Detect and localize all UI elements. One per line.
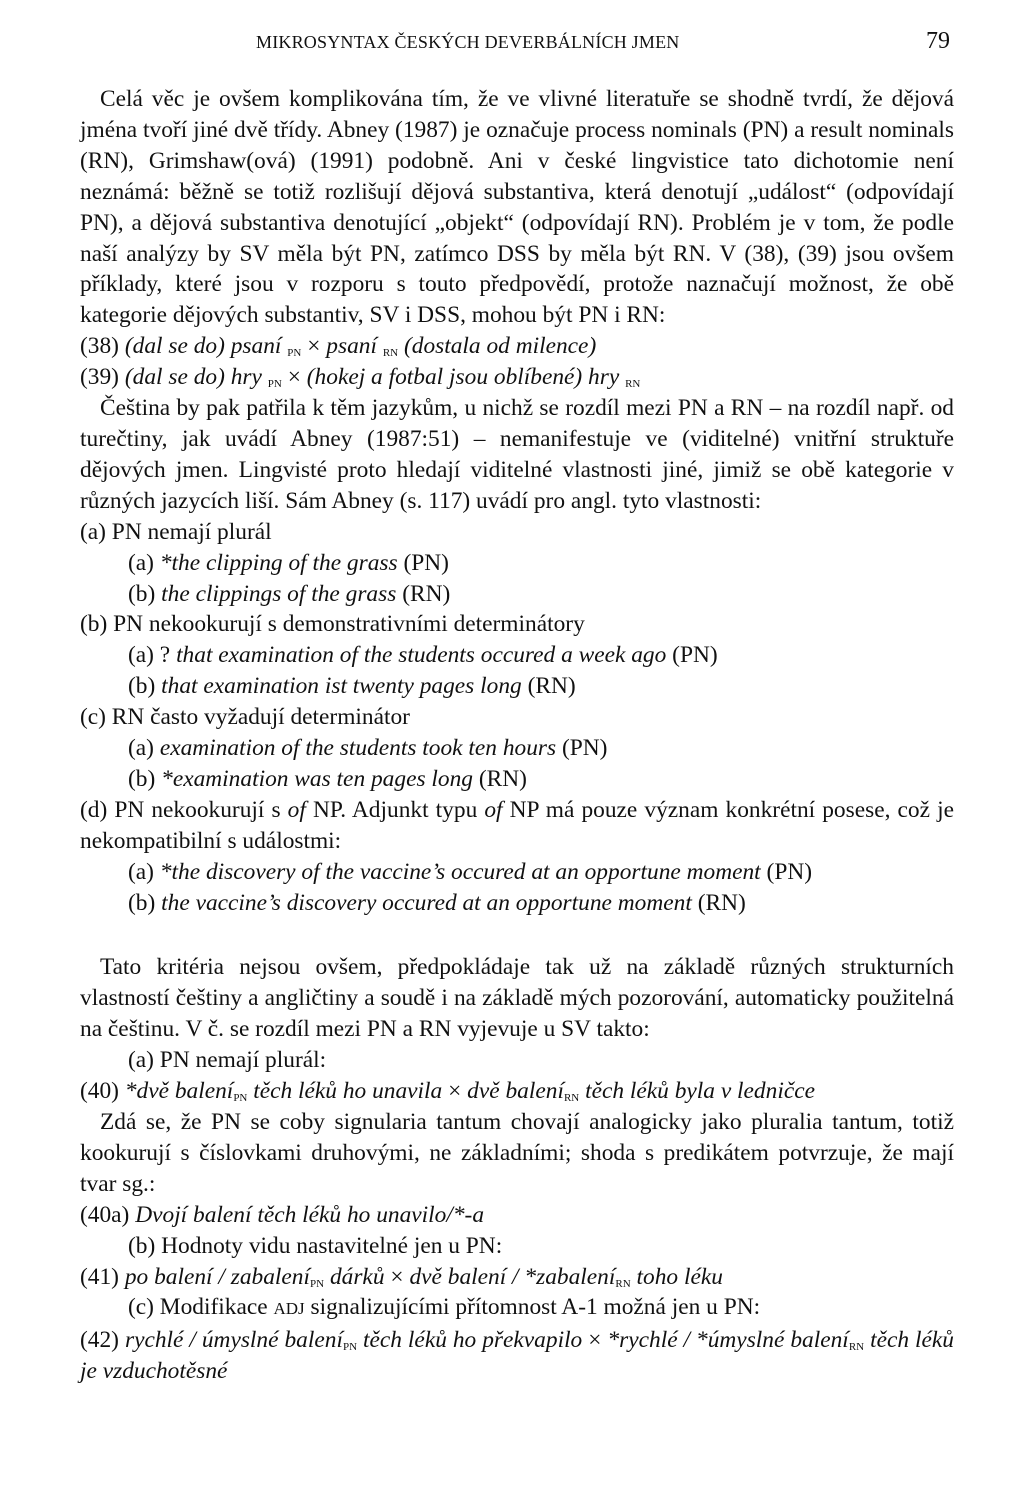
example-39: (39) (dal se do) hry $_{PN}$ × (hokej a fotbal jsou oblíbené) hry $_{RN}$: [80, 364, 641, 391]
example-38: (38) (dal se do) psaní $_{PN}$ × psaní $_{RN}$ (dostala od milence): [80, 333, 597, 360]
section-gap: [80, 918, 954, 952]
criterion-d-example-a: (a) *the discovery of the vaccine’s occured at an opportune moment (PN): [128, 858, 813, 885]
page-body: [80, 84, 954, 1387]
page-header: [0, 28, 1024, 68]
paragraph-abney-properties: Čeština by pak patřila k těm jazykům, u nichž se rozdíl mezi PN a RN – na rozdíl např. od turečtiny, jak uvádí Abney (1987:51) – nemanifestuje ve (viditelné) vnitřní struktuře dějových jmen. Lingvisté proto hledají viditelné vlastnosti jiné, jimiž se obě kategorie v různých jazycích liší. Sám Abney (s. 117) uvádí pro angl. tyto vlastnosti:: [80, 395, 954, 514]
criterion-a-heading: (a) PN nemají plurál: [80, 518, 272, 545]
criterion-b-example-a: (a) ? that examination of the students occured a week ago (PN): [128, 642, 718, 669]
criterion-d-heading: (d) PN nekookurují s of NP. Adjunkt typu of NP má pouze význam konkrétní posese, což je nekompatibilní s událostmi:: [80, 796, 954, 854]
page-number: 79: [926, 28, 950, 54]
criterion-b-example-b: (b) that examination ist twenty pages long (RN): [128, 673, 576, 700]
section-b-heading: (b) Hodnoty vidu nastavitelné jen u PN:: [128, 1232, 503, 1259]
criterion-a-example-a: (a) *the clipping of the grass (PN): [128, 549, 449, 576]
criterion-c-heading: (c) RN často vyžadují determinátor: [80, 704, 410, 731]
example-41: (41) po balení / zabalení$_{PN}$ dárků × dvě balení / *zabalení$_{RN}$ toho léku: [80, 1263, 723, 1290]
criterion-b-heading: (b) PN nekookurují s demonstrativními determinátory: [80, 611, 585, 638]
example-40: (40) *dvě balení$_{PN}$ těch léků ho unavila × dvě balení$_{RN}$ těch léků byla v ledničce: [80, 1078, 815, 1105]
paragraph-czech-criteria: Tato kritéria nejsou ovšem, předpokládaje tak už na základě různých strukturních vlastností češtiny a angličtiny a soudě i na základě mých pozorování, automaticky použitelná na češtinu. V č. se rozdíl mezi PN a RN vyjevuje u SV takto:: [80, 954, 954, 1043]
section-a-heading: (a) PN nemají plurál:: [128, 1047, 327, 1074]
paragraph-intro: Celá věc je ovšem komplikována tím, že ve vlivné literatuře se shodně tvrdí, že dějová jména tvoří jiné dvě třídy. Abney (1987) je označuje process nominals (PN) a result nominals (RN), Grimshaw(ová) (1991) podobně. Ani v české lingvistice tato dichotomie není neznámá: běžně se totiž rozlišují dějová substantiva, která denotují „událost“ (odpovídají PN), a dějová substantiva denotující „objekt“ (odpovídají RN). Problém je v tom, že podle naší analýzy by SV měla být PN, zatímco DSS by měla být RN. V (38), (39) jsou ovšem příklady, které jsou v rozporu s touto předpovědí, protože naznačují možnost, že obě kategorie dějových substantiv, SV i DSS, mohou být PN i RN:: [80, 86, 954, 329]
paragraph-singularia: Zdá se, že PN se coby signularia tantum chovají analogicky jako pluralia tantum, totiž kookurují s číslovkami druhovými, ne základními; shoda s predikátem potvrzuje, že mají tvar sg.:: [80, 1109, 954, 1197]
criterion-a-example-b: (b) the clippings of the grass (RN): [128, 580, 451, 607]
example-40a: (40a) Dvojí balení těch léků ho unavilo/*-a: [80, 1201, 485, 1228]
running-head: MIKROSYNTAX ČESKÝCH DEVERBÁLNÍCH JMEN: [256, 32, 680, 52]
criterion-c-example-a: (a) examination of the students took ten hours (PN): [128, 735, 608, 762]
criterion-d-example-b: (b) the vaccine’s discovery occured at an opportune moment (RN): [128, 889, 746, 916]
section-c-heading: (c) Modifikace ADJ signalizujícími přítomnost A-1 možná jen u PN:: [128, 1294, 761, 1321]
example-42: (42) rychlé / úmyslné balení$_{PN}$ těch léků ho překvapilo × *rychlé / *úmyslné balení$_{RN}$ těch léků je vzduchotěsné: [80, 1327, 954, 1385]
criterion-c-example-b: (b) *examination was ten pages long (RN): [128, 765, 527, 792]
